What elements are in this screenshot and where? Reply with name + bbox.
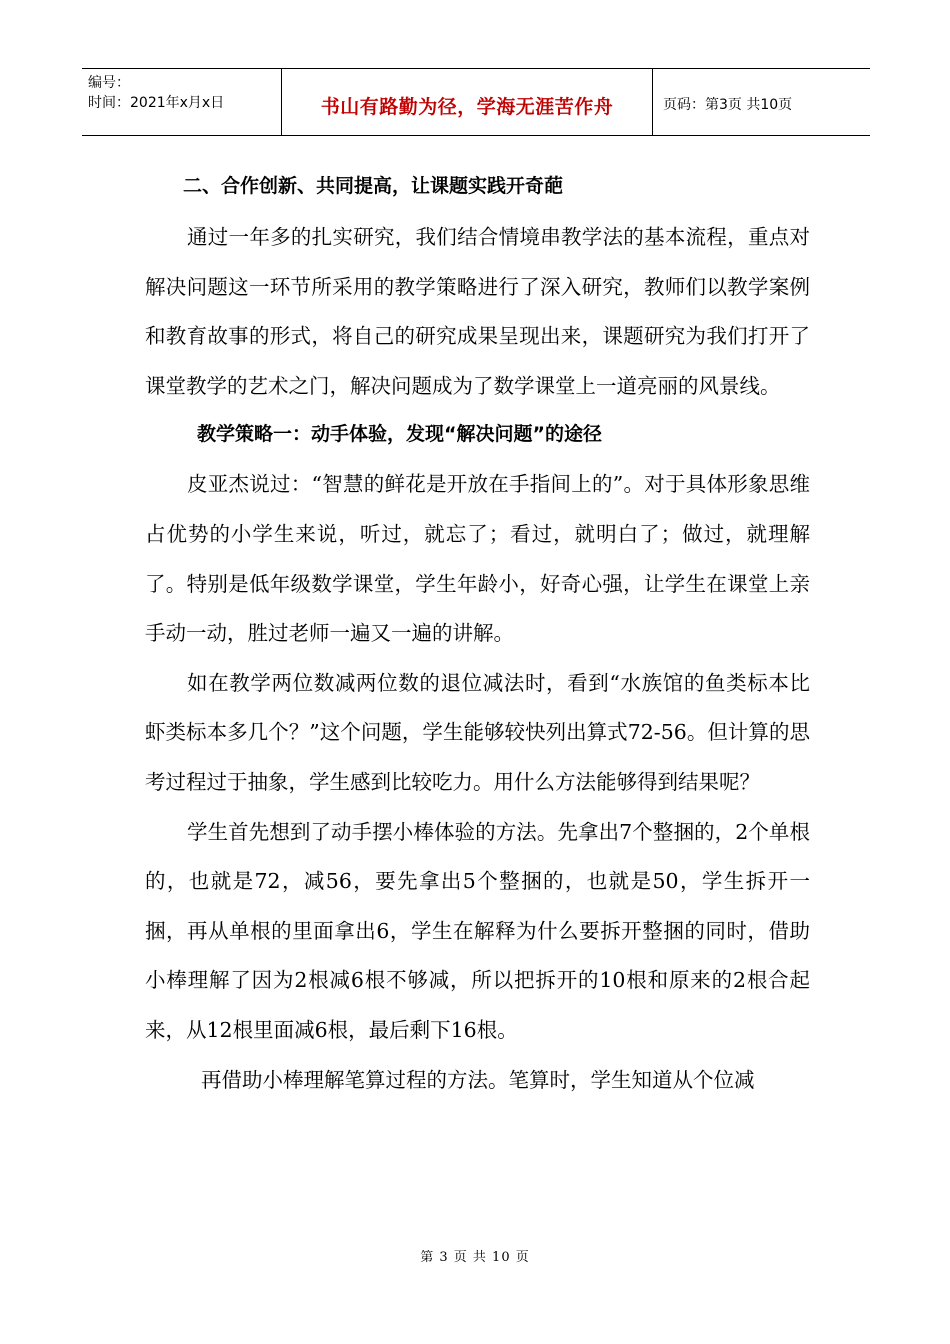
section-heading: 二、合作创新、共同提高，让课题实践开奇葩 [183,175,564,197]
header-page-info: 页码：第3页 共10页 [663,97,793,113]
paragraph-3: 如在教学两位数减两位数的退位减法时，看到“水族馆的鱼类标本比虾类标本多几个？”这个问题，学生能够较快列出算式72-56。但计算的思考过程过于抽象，学生感到比较吃力。用什么方法能够得到结果呢？ [145,670,810,794]
paragraph-2: 皮亚杰说过：“智慧的鲜花是开放在手指间上的”。对于具体形象思维占优势的小学生来说，听过，就忘了；看过，就明白了；做过，就理解了。特别是低年级数学课堂，学生年龄小，好奇心强，让学生在课堂上亲手动一动，胜过老师一遍又一遍的讲解。 [145,472,810,646]
header-middle-cell [282,69,653,135]
header-right-cell [653,69,870,135]
page-footer: 第 3 页 共 10 页 [420,1250,530,1265]
paragraph-5: 再借助小棒理解笔算过程的方法。笔算时，学生知道从个位减 [201,1067,755,1092]
paragraph-4: 学生首先想到了动手摆小棒体验的方法。先拿出7个整捆的，2个单根的，也就是72，减56，要先拿出5个整捆的，也就是50，学生拆开一捆，再从单根的里面拿出6，学生在解释为什么要拆开整捆的同时，借助小棒理解了因为2根减6根不够减，所以把拆开的10根和原来的2根合起来，从12根里面减6根，最后剩下16根。 [145,819,810,1042]
paragraph-1: 通过一年多的扎实研究，我们结合情境串教学法的基本流程，重点对解决问题这一环节所采用的教学策略进行了深入研究，教师们以教学案例和教育故事的形式，将自己的研究成果呈现出来，课题研究为我们打开了课堂教学的艺术之门，解决问题成为了数学课堂上一道亮丽的风景线。 [145,225,810,398]
document-header [82,68,870,136]
strategy-heading: 教学策略一：动手体验，发现“解决问题”的途径 [197,423,602,446]
time-label: 时间：2021年x月x日 [88,95,225,111]
number-label: 编号： [88,75,130,91]
document-body [145,168,810,1105]
header-left-cell [82,69,282,135]
header-motto: 书山有路勤为径，学海无涯苦作舟 [320,95,614,118]
